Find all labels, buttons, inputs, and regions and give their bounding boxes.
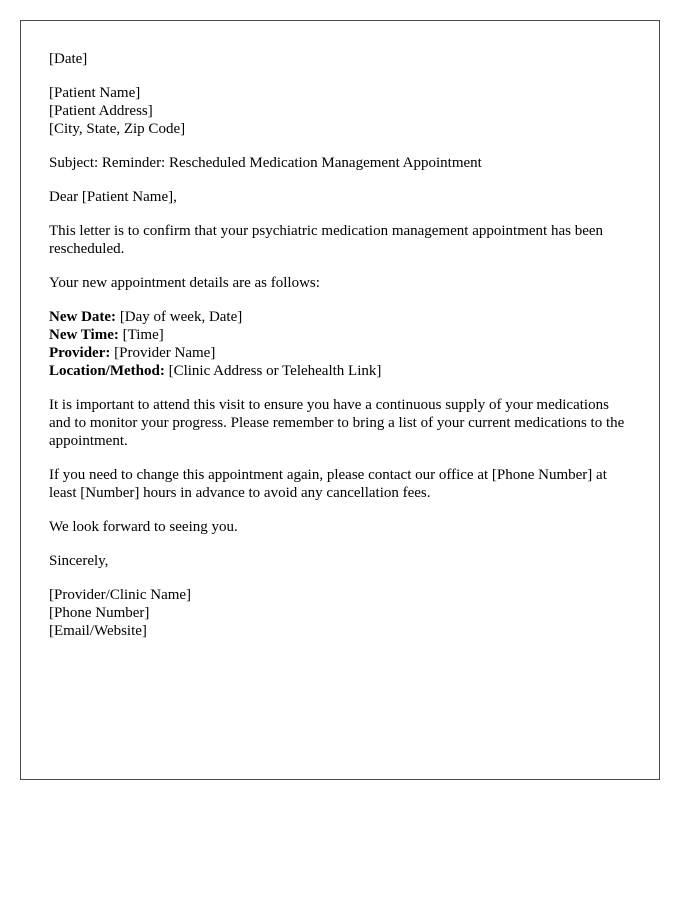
- letter-date: [Date]: [49, 51, 88, 67]
- details-intro: Your new appointment details are as follows:: [49, 275, 320, 291]
- detail-value: [Provider Name]: [110, 345, 216, 361]
- detail-label: Provider:: [49, 345, 111, 361]
- intro-paragraph: This letter is to confirm that your psychiatric medication management appointment has been rescheduled.: [49, 223, 604, 257]
- recipient-address: [Patient Address]: [49, 103, 153, 119]
- appointment-details: [49, 308, 631, 380]
- detail-value: [Clinic Address or Telehealth Link]: [164, 363, 382, 379]
- detail-value: [Time]: [118, 327, 164, 343]
- detail-new-time: [49, 326, 631, 344]
- signature-name: [Provider/Clinic Name]: [49, 587, 192, 603]
- change-notice-paragraph: If you need to change this appointment again, please contact our office at [Phone Number] at least [Number] hours in advance to avoid any cancellation fees.: [49, 467, 607, 501]
- signature-email: [Email/Website]: [49, 623, 147, 639]
- detail-new-date: [49, 308, 631, 326]
- closing: Sincerely,: [49, 553, 109, 569]
- detail-location: [49, 362, 631, 380]
- detail-label: New Time:: [49, 327, 119, 343]
- letter-page: [20, 20, 660, 780]
- recipient-city-state-zip: [City, State, Zip Code]: [49, 121, 186, 137]
- salutation: Dear [Patient Name],: [49, 189, 177, 205]
- importance-paragraph: It is important to attend this visit to ensure you have a continuous supply of your medications and to monitor your progress. Please remember to bring a list of your current medications to the appointment.: [49, 397, 625, 449]
- recipient-name: [Patient Name]: [49, 85, 141, 101]
- closing-line: We look forward to seeing you.: [49, 519, 238, 535]
- signature-block: [49, 586, 631, 640]
- detail-label: Location/Method:: [49, 363, 165, 379]
- detail-provider: [49, 344, 631, 362]
- letter-subject: Subject: Reminder: Rescheduled Medication Management Appointment: [49, 155, 482, 171]
- detail-value: [Day of week, Date]: [116, 309, 243, 325]
- detail-label: New Date:: [49, 309, 117, 325]
- recipient-block: [49, 84, 631, 138]
- signature-phone: [Phone Number]: [49, 605, 150, 621]
